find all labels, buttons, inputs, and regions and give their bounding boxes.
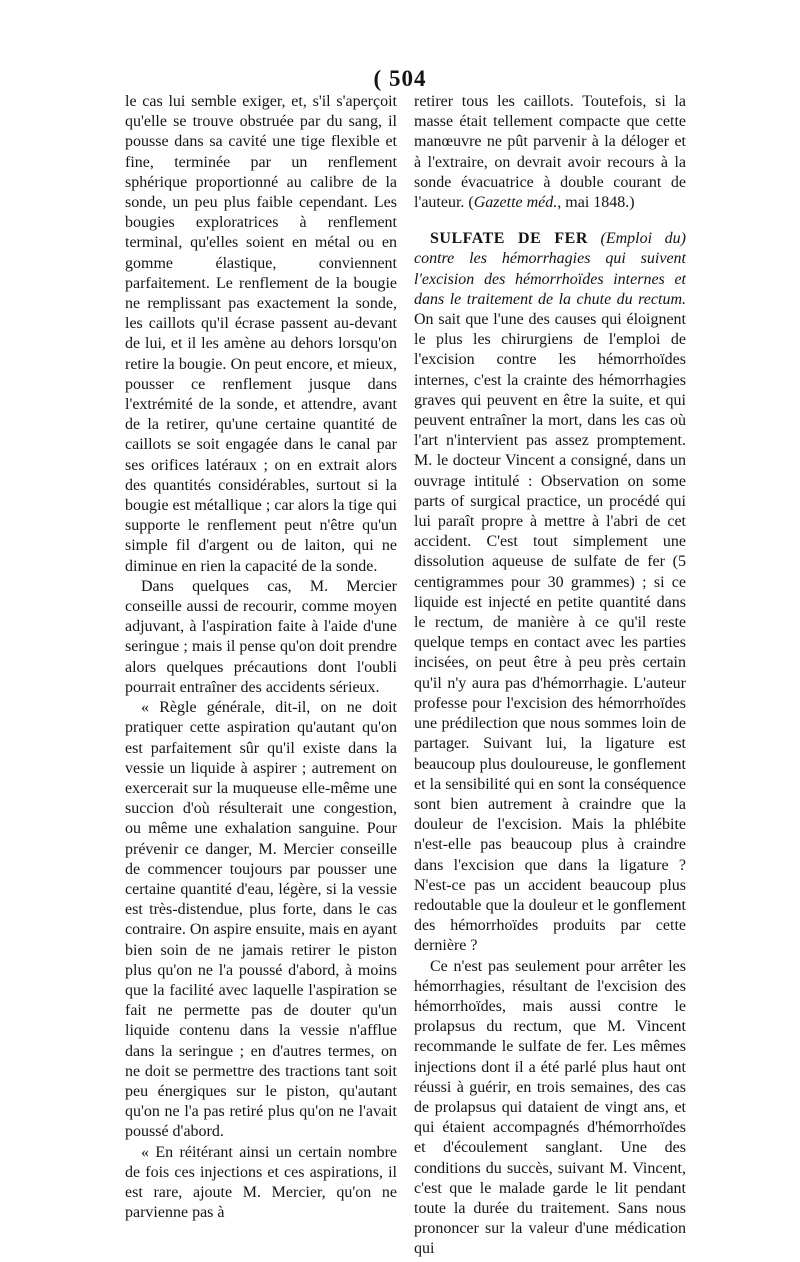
paragraph-clot-removal: le cas lui semble exiger, et, s'il s'aperçoit qu'elle se trouve obstruée par du sang, il pousse dans sa cavité une tige flexible et fine, terminée par un renflement sphérique proportionné au calibre de la sonde, un peu plus faible cependant. Les bougies exploratrices à renflement terminal, qu'elles soient en métal ou en gomme élastique, conviennent parfaitement. Le renflement de la bougie ne remplissant pas exactement la sonde, les caillots qu'il écrase passent au-devant de lui, et il les amène au dehors lorsqu'on retire la bougie. On peut encore, et mieux, pousser ce renflement jusque dans l'extrémité de la sonde, et attendre, avant de la retirer, qu'une certaine quantité de caillots se soit engagée dans le canal par ses orifices latéraux ; on en extrait alors des quantités considérables, surtout si la bougie est métallique ; car alors la tige qui supporte le renflement peut n'être qu'un simple fil d'argent ou de laiton, qui ne diminue en rien la capacité de la sonde. [125, 93, 397, 575]
right-column [414, 92, 686, 1260]
article-subtitle: contre les hémorrhagies qui suivent l'excision des hémorrhoïdes internes et dans le traitement de la chute du rectum. [414, 250, 686, 308]
continuation-text: retirer tous les caillots. Toutefois, si la masse était tellement compacte que cette manœuvre ne pût parvenir à la déloger et à l'extraire, on devrait avoir recours à la sonde évacuatrice à double courant de l'auteur. ( [414, 93, 686, 212]
paragraph-continuation [414, 92, 686, 213]
citation-source: Gazette méd. [473, 194, 558, 212]
citation-date: , mai 1848.) [557, 194, 635, 212]
article-sulfate-de-fer [414, 229, 686, 956]
paragraph-prolapsus: Ce n'est pas seulement pour arrêter les hémorrhagies, résultant de l'excision des hémorrhoïdes, mais aussi contre le prolapsus du rectum, que M. Vincent recommande le sulfate de fer. Les mêmes injections dont il a été parlé plus haut ont réussi à guérir, en trois semaines, des cas de prolapsus qui dataient de vingt ans, et qui étaient accompagnés d'hémorrhoïdes et d'écoulement sanglant. Une des conditions du succès, suivant M. Vincent, c'est que le malade garde le lit pendant toute la durée du traitement. Sans nous prononcer sur la valeur d'une médication qui [414, 957, 686, 1258]
left-column [125, 92, 397, 1223]
page-number: ( 504 [373, 66, 427, 91]
article-title: SULFATE DE FER [430, 230, 588, 248]
article-qualifier: (Emploi du) [600, 230, 687, 248]
paragraph-aspiration-advice: Dans quelques cas, M. Mercier conseille aussi de recourir, comme moyen adjuvant, à l'aspiration faite à l'aide d'une seringue ; mais il pense qu'on doit prendre alors quelques précautions dont l'oubli pourrait entraîner des accidents sérieux. [125, 577, 397, 696]
article-body: On sait que l'une des causes qui éloignent le plus les chirurgiens de l'emploi de l'excision contre les hémorrhoïdes internes, c'est la crainte des hémorrhagies graves qui peuvent en être la suite, et qui peuvent entraîner la mort, dans les cas où l'art n'intervient pas assez promptement. M. le docteur Vincent a consigné, dans un ouvrage intitulé : Observation on some parts of surgical practice, un procédé qui lui paraît propre à mettre à l'abri de cet accident. C'est tout simplement une dissolution aqueuse de sulfate de fer (5 centigrammes pour 30 grammes) ; si ce liquide est injecté en petite quantité dans le rectum, de manière à ce qu'il reste quelque temps en contact avec les parties incisées, on peut être à peu près certain qu'il n'y aura pas d'hémorrhagie. L'auteur professe pour l'excision des hémorrhoïdes une prédilection que nous sommes loin de partager. Suivant lui, la ligature est beaucoup plus douloureuse, le gonflement et la sensibilité qui en sont la conséquence sont bien autrement à craindre que la douleur de l'excision. Mais la phlébite n'est-elle pas beaucoup plus à craindre dans l'excision que dans la ligature ? N'est-ce pas un accident beaucoup plus redoutable que la douleur et le gonflement des hémorrhoïdes produits par cette dernière ? [414, 311, 686, 955]
paragraph-general-rule-quote: « Règle générale, dit-il, on ne doit pratiquer cette aspiration qu'autant qu'on est parfaitement sûr qu'il existe dans la vessie un liquide à aspirer ; autrement on exercerait sur la muqueuse elle-même une succion d'où résulterait une congestion, ou même une exhalation sanguine. Pour prévenir ce danger, M. Mercier conseille de commencer toujours par pousser une certaine quantité d'eau, légère, si la vessie est très-distendue, plus forte, dans le cas contraire. On aspire ensuite, mais en ayant bien soin de ne jamais retirer le piston plus qu'on ne l'a poussé d'abord, à moins que la facilité avec laquelle l'aspiration se fait ne permette pas de douter qu'un liquide contenu dans la vessie n'afflue dans la seringue ; en d'autres termes, on ne doit se permettre des tractions tant soit peu énergiques sur le piston, qu'autant qu'on ne l'a pas retiré plus qu'on ne l'avait poussé d'abord. [125, 699, 397, 1141]
paragraph-reiterating-quote: « En réitérant ainsi un certain nombre de fois ces injections et ces aspirations, il est rare, ajoute M. Mercier, qu'on ne parvienne pas à [125, 1143, 397, 1222]
